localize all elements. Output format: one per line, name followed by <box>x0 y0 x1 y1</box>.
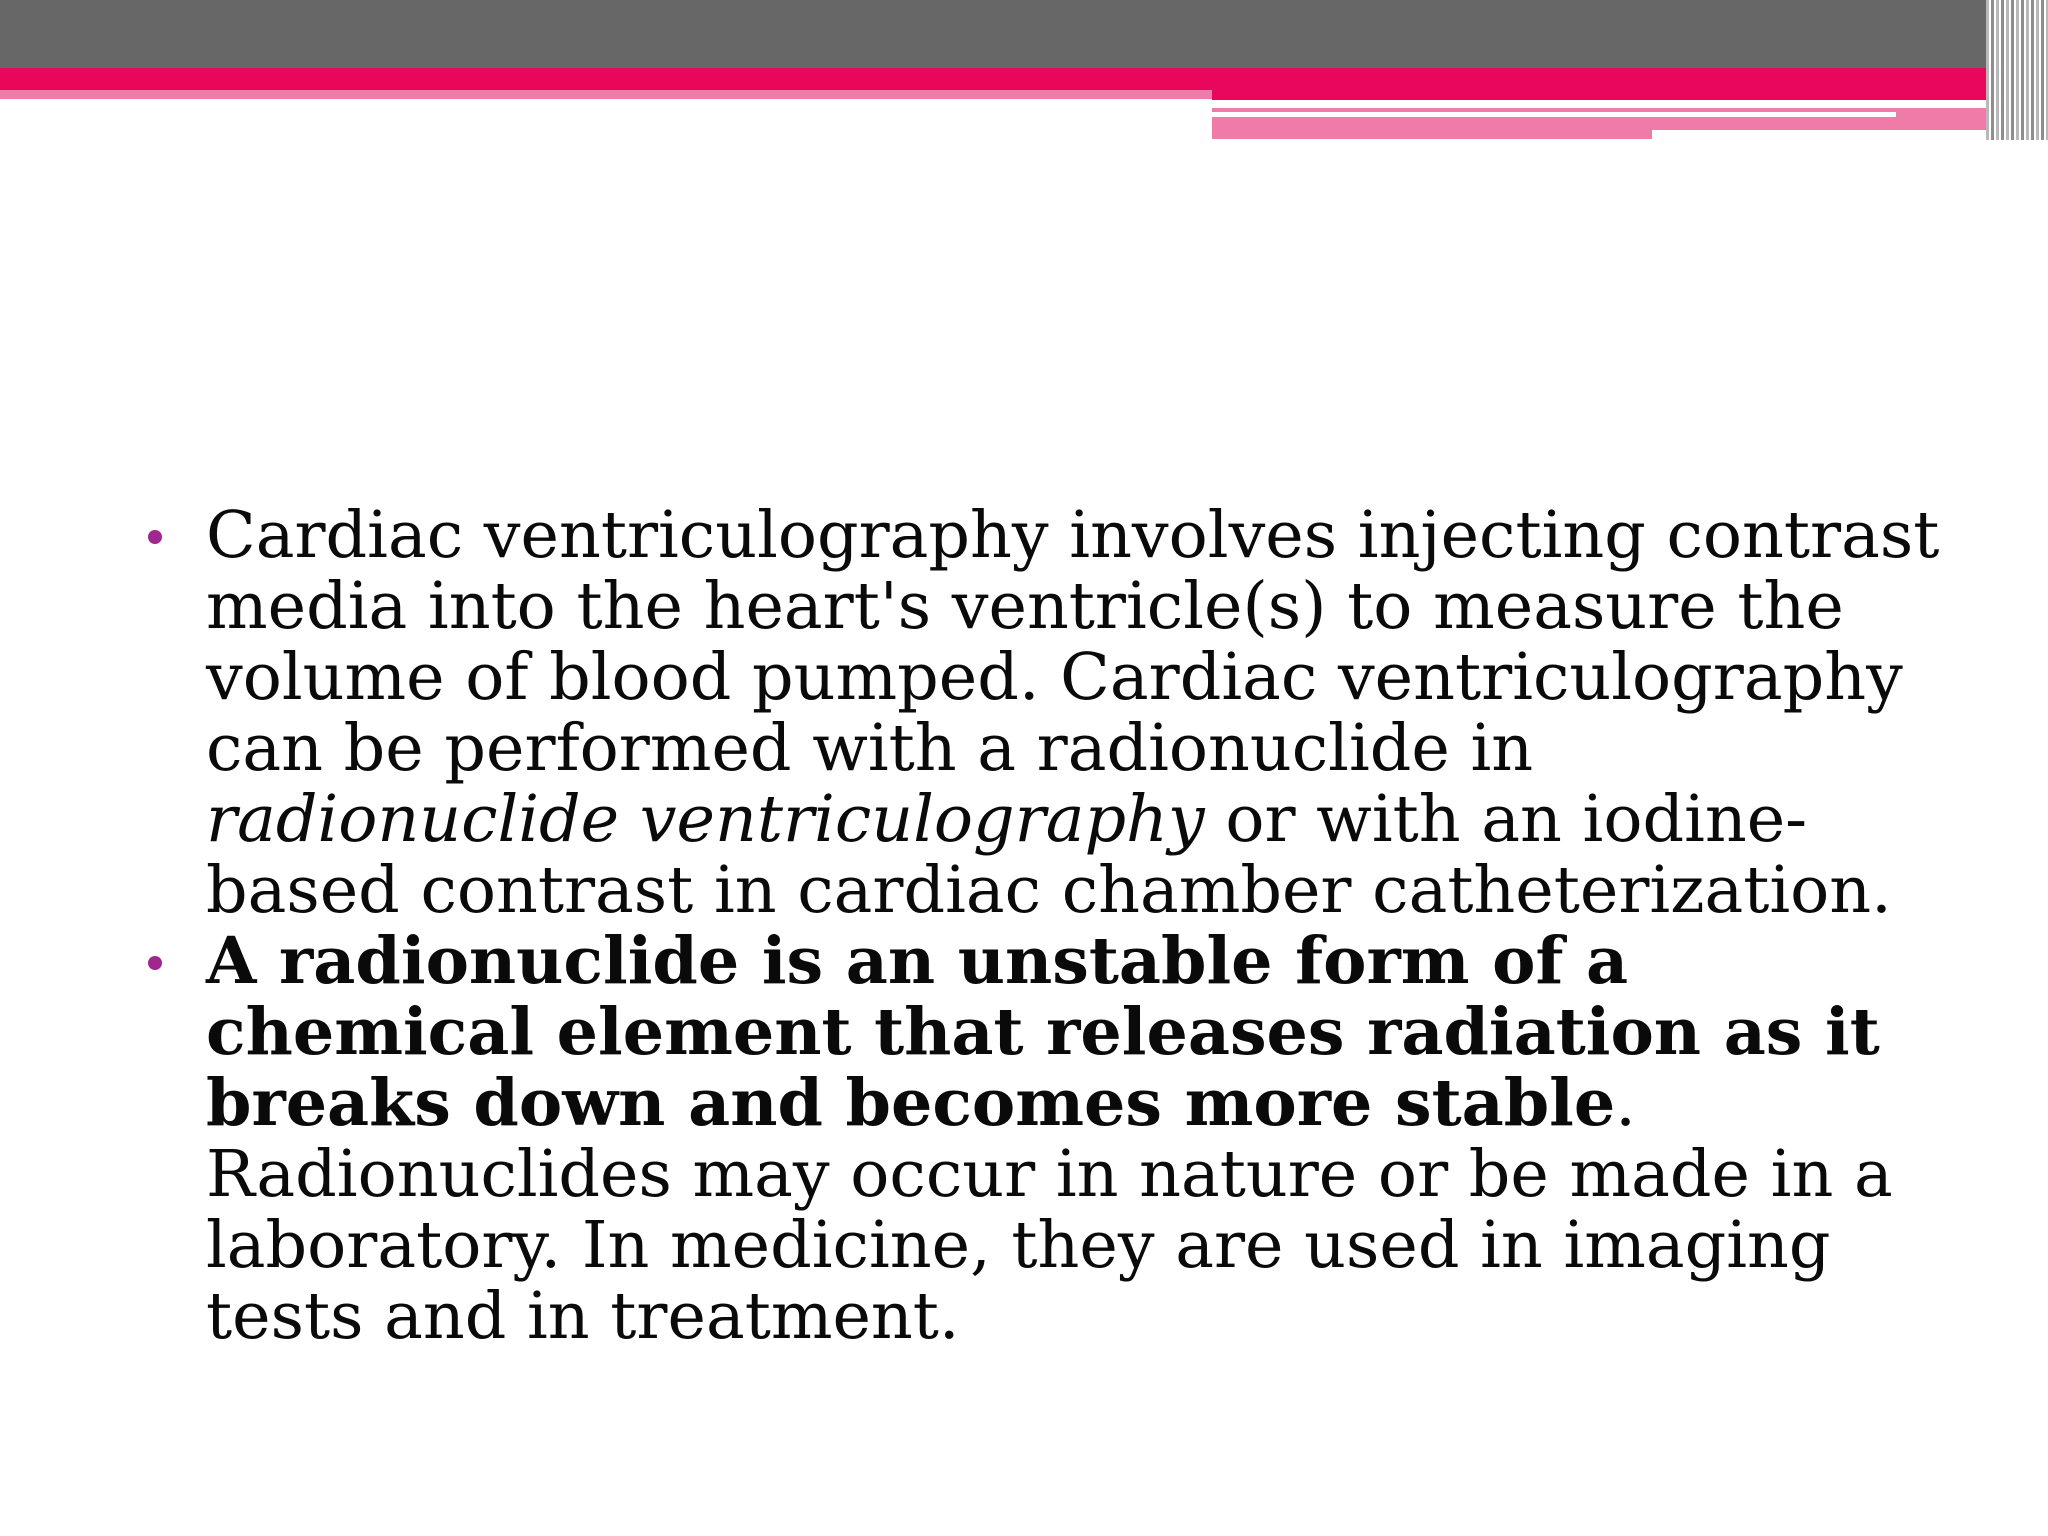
header-right-pink-band-2 <box>1212 117 1652 139</box>
header-right-white-line <box>1212 100 2002 108</box>
bullet-dot <box>148 530 162 544</box>
bullet-1-italic-term: radionuclide ventriculography <box>206 782 1205 857</box>
bullet-2-bold-definition: A radionuclide is an unstable form of a chemical element that releases radiation as it breaks down and becomes more stable <box>206 923 1880 1141</box>
bullet-item-1 <box>140 500 1940 926</box>
header-right-magenta-band <box>1212 68 2002 100</box>
header-stripe-decoration <box>1986 0 2048 140</box>
header-magenta-band <box>0 68 1212 90</box>
slide-body <box>140 500 1940 1352</box>
bullet-item-2 <box>140 923 1940 1354</box>
bullet-1-text: Cardiac ventriculography involves injecting contrast media into the heart's ventricle(s) to measure the volume of blood pumped. Cardiac ventriculography can be performed with a radionuclide in <box>206 498 1940 786</box>
header-pink-band <box>0 90 1212 99</box>
bullet-2-text: . Radionuclides may occur in nature or be made in a laboratory. In medicine, they are used in imaging tests and in treatment. <box>206 1066 1893 1354</box>
header-gray-bar <box>0 0 2048 68</box>
bullet-1-text-end: or with an iodine-based contrast in cardiac chamber catheterization. <box>206 782 1892 928</box>
bullet-dot <box>148 956 162 970</box>
